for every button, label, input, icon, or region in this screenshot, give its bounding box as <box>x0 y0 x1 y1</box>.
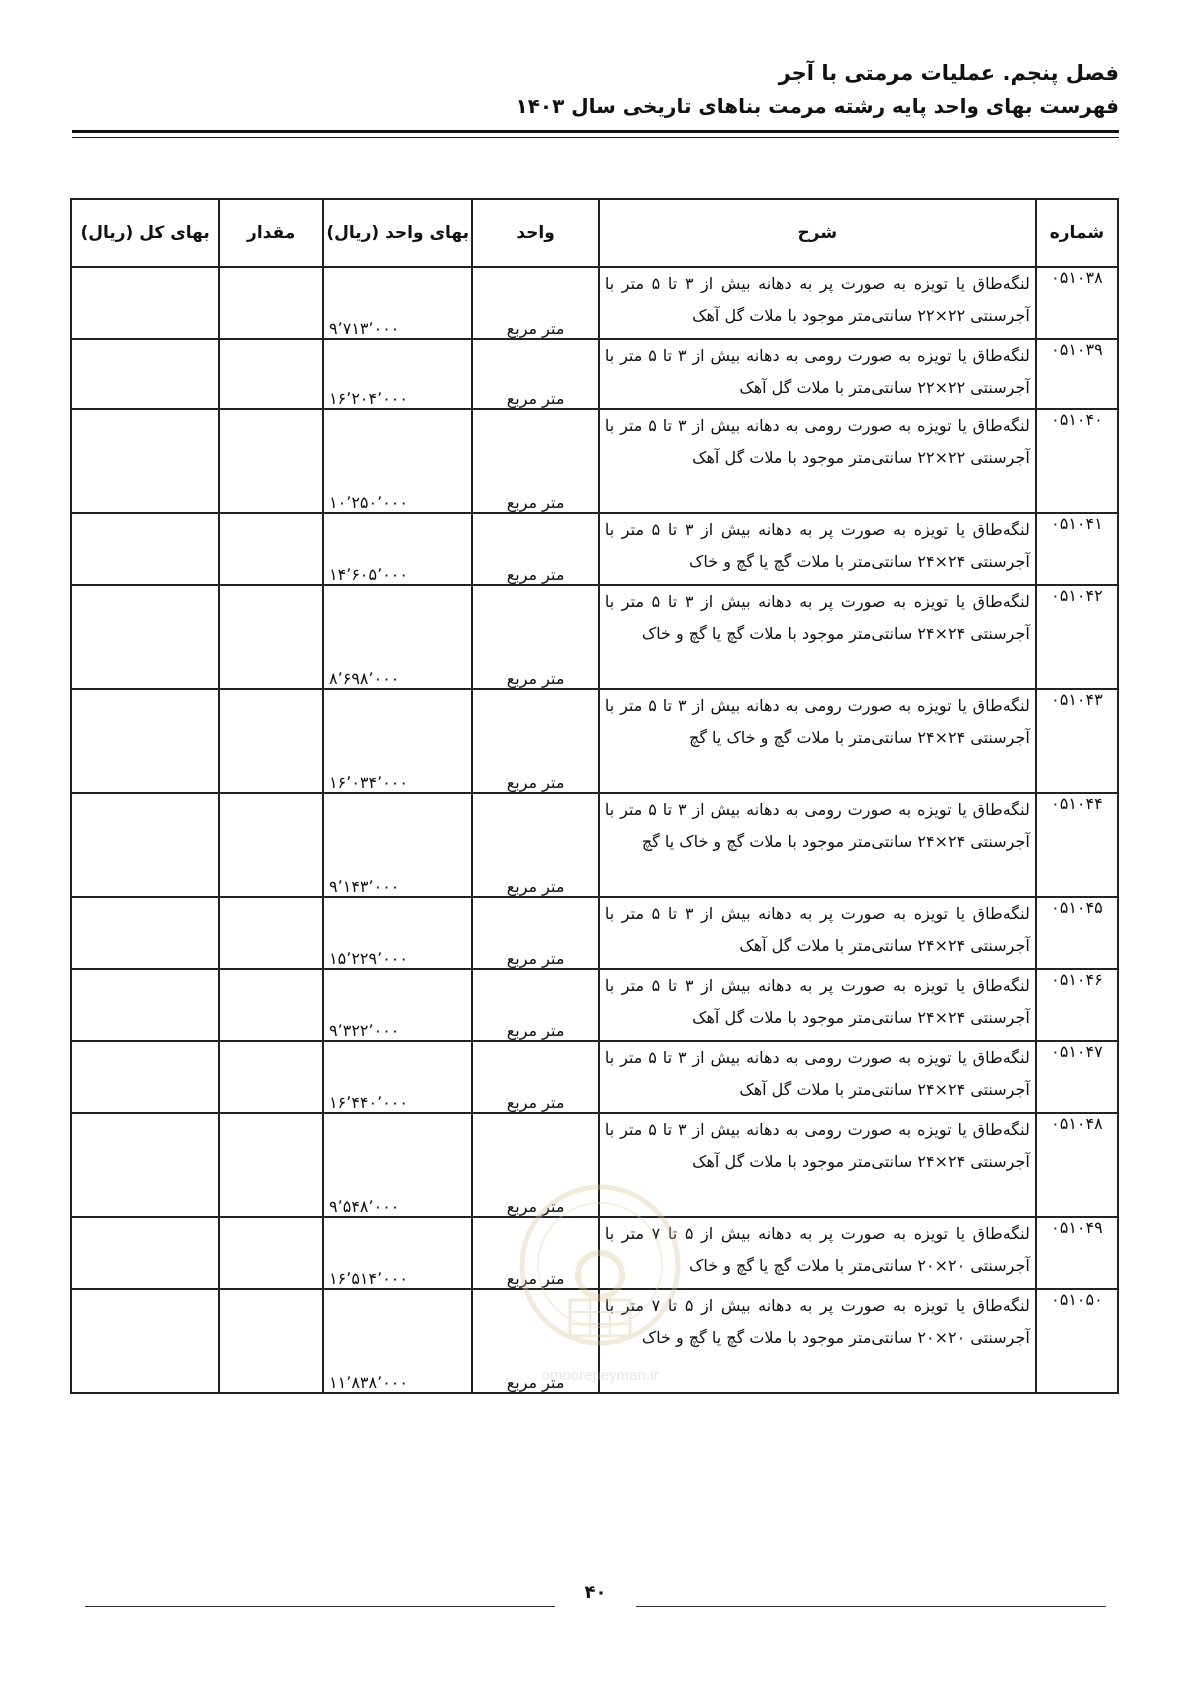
table-row <box>71 1289 1118 1393</box>
table-row <box>71 897 1118 969</box>
item-total <box>71 1289 219 1393</box>
watermark-text: omoorepeyman.ir <box>541 1367 659 1384</box>
item-unit-price: ۱۶٬۴۴۰٬۰۰۰ <box>323 1041 472 1113</box>
item-unit-price: ۸٬۶۹۸٬۰۰۰ <box>323 585 472 689</box>
item-quantity <box>219 267 323 339</box>
item-unit-price: ۱۵٬۲۲۹٬۰۰۰ <box>323 897 472 969</box>
table-row <box>71 585 1118 689</box>
item-description: لنگه‌طاق یا تویزه به صورت رومی به دهانه بیش از ۳ تا ۵ متر با آجرسنتی ۲۲×۲۲ سانتی‌متر با ملات گل آهک <box>599 339 1036 409</box>
table-header-row <box>71 199 1118 267</box>
table-row <box>71 689 1118 793</box>
item-quantity <box>219 1217 323 1289</box>
item-unit-price: ۱۰٬۲۵۰٬۰۰۰ <box>323 409 472 513</box>
item-code: ۰۵۱۰۴۹ <box>1036 1217 1118 1289</box>
item-code: ۰۵۱۰۴۴ <box>1036 793 1118 897</box>
table-row <box>71 1113 1118 1217</box>
item-unit-price: ۱۶٬۰۳۴٬۰۰۰ <box>323 689 472 793</box>
item-unit: متر مربع <box>472 409 599 513</box>
item-quantity <box>219 1113 323 1217</box>
item-total <box>71 1217 219 1289</box>
item-quantity <box>219 513 323 585</box>
item-description: لنگه‌طاق یا تویزه به صورت پر به دهانه بیش از ۳ تا ۵ متر با آجرسنتی ۲۴×۲۴ سانتی‌متر موجود با ملات گل آهک <box>599 969 1036 1041</box>
item-unit-price: ۱۶٬۵۱۴٬۰۰۰ <box>323 1217 472 1289</box>
table-row <box>71 1041 1118 1113</box>
item-unit-price: ۹٬۵۴۸٬۰۰۰ <box>323 1113 472 1217</box>
item-description: لنگه‌طاق یا تویزه به صورت رومی به دهانه بیش از ۳ تا ۵ متر با آجرسنتی ۲۲×۲۲ سانتی‌متر موجود با ملات گل آهک <box>599 409 1036 513</box>
item-quantity <box>219 897 323 969</box>
item-unit-price: ۱۶٬۲۰۴٬۰۰۰ <box>323 339 472 409</box>
item-code: ۰۵۱۰۴۱ <box>1036 513 1118 585</box>
item-total <box>71 267 219 339</box>
col-header-code: شماره <box>1036 199 1118 267</box>
item-quantity <box>219 793 323 897</box>
item-unit-price: ۱۴٬۶۰۵٬۰۰۰ <box>323 513 472 585</box>
price-table <box>70 198 1119 1394</box>
item-quantity <box>219 969 323 1041</box>
table-row <box>71 409 1118 513</box>
footer-rule-right <box>636 1606 1106 1607</box>
item-unit: متر مربع <box>472 793 599 897</box>
item-code: ۰۵۱۰۴۶ <box>1036 969 1118 1041</box>
item-unit: متر مربع <box>472 897 599 969</box>
item-total <box>71 969 219 1041</box>
item-total <box>71 689 219 793</box>
item-total <box>71 1113 219 1217</box>
item-code: ۰۵۱۰۴۸ <box>1036 1113 1118 1217</box>
col-header-unit: واحد <box>472 199 599 267</box>
item-unit: متر مربع <box>472 1041 599 1113</box>
table-row <box>71 513 1118 585</box>
item-description: لنگه‌طاق یا تویزه به صورت پر به دهانه بیش از ۳ تا ۵ متر با آجرسنتی ۲۴×۲۴ سانتی‌متر با ملات گچ یا گچ و خاک <box>599 513 1036 585</box>
item-total <box>71 585 219 689</box>
header-rule-thick <box>72 130 1119 133</box>
document-subtitle: فهرست بهای واحد پایه رشته مرمت بناهای تاریخی سال ۱۴۰۳ <box>515 94 1119 118</box>
item-unit-price: ۹٬۱۴۳٬۰۰۰ <box>323 793 472 897</box>
item-unit: متر مربع <box>472 267 599 339</box>
item-code: ۰۵۱۰۴۵ <box>1036 897 1118 969</box>
item-quantity <box>219 1289 323 1393</box>
item-description: لنگه‌طاق یا تویزه به صورت رومی به دهانه بیش از ۳ تا ۵ متر با آجرسنتی ۲۴×۲۴ سانتی‌متر موجود با ملات گچ و خاک یا گچ <box>599 793 1036 897</box>
item-code: ۰۵۱۰۵۰ <box>1036 1289 1118 1393</box>
footer-rule-left <box>85 1606 555 1607</box>
item-unit-price: ۹٬۷۱۳٬۰۰۰ <box>323 267 472 339</box>
item-unit: متر مربع <box>472 1289 599 1393</box>
item-description: لنگه‌طاق یا تویزه به صورت رومی به دهانه بیش از ۳ تا ۵ متر با آجرسنتی ۲۴×۲۴ سانتی‌متر با ملات گل آهک <box>599 1041 1036 1113</box>
item-description: لنگه‌طاق یا تویزه به صورت رومی به دهانه بیش از ۳ تا ۵ متر با آجرسنتی ۲۴×۲۴ سانتی‌متر با ملات گچ و خاک یا گچ <box>599 689 1036 793</box>
page-header <box>72 56 1119 122</box>
item-description: لنگه‌طاق یا تویزه به صورت پر به دهانه بیش از ۳ تا ۵ متر با آجرسنتی ۲۲×۲۲ سانتی‌متر موجود با ملات گل آهک <box>599 267 1036 339</box>
item-total <box>71 513 219 585</box>
item-unit: متر مربع <box>472 339 599 409</box>
item-unit: متر مربع <box>472 585 599 689</box>
item-code: ۰۵۱۰۴۰ <box>1036 409 1118 513</box>
item-description: لنگه‌طاق یا تویزه به صورت رومی به دهانه بیش از ۳ تا ۵ متر با آجرسنتی ۲۴×۲۴ سانتی‌متر موجود با ملات گل آهک <box>599 1113 1036 1217</box>
item-description: لنگه‌طاق یا تویزه به صورت پر به دهانه بیش از ۳ تا ۵ متر با آجرسنتی ۲۴×۲۴ سانتی‌متر موجود با ملات گچ یا گچ و خاک <box>599 585 1036 689</box>
item-code: ۰۵۱۰۳۸ <box>1036 267 1118 339</box>
item-unit: متر مربع <box>472 689 599 793</box>
table-row <box>71 267 1118 339</box>
table-row <box>71 1217 1118 1289</box>
item-unit: متر مربع <box>472 1217 599 1289</box>
table-row <box>71 793 1118 897</box>
item-total <box>71 1041 219 1113</box>
item-code: ۰۵۱۰۴۷ <box>1036 1041 1118 1113</box>
item-code: ۰۵۱۰۳۹ <box>1036 339 1118 409</box>
item-total <box>71 339 219 409</box>
item-quantity <box>219 689 323 793</box>
item-description: لنگه‌طاق یا تویزه به صورت پر به دهانه بیش از ۵ تا ۷ متر با آجرسنتی ۲۰×۲۰ سانتی‌متر موجود با ملات گچ یا گچ و خاک <box>599 1289 1036 1393</box>
item-unit-price: ۱۱٬۸۳۸٬۰۰۰ <box>323 1289 472 1393</box>
col-header-description: شرح <box>599 199 1036 267</box>
item-unit: متر مربع <box>472 1113 599 1217</box>
item-description: لنگه‌طاق یا تویزه به صورت پر به دهانه بیش از ۳ تا ۵ متر با آجرسنتی ۲۴×۲۴ سانتی‌متر با ملات گل آهک <box>599 897 1036 969</box>
page-number: ۴۰ <box>584 1582 607 1603</box>
item-total <box>71 409 219 513</box>
item-quantity <box>219 585 323 689</box>
item-total <box>71 897 219 969</box>
item-code: ۰۵۱۰۴۲ <box>1036 585 1118 689</box>
chapter-title: فصل پنجم. عملیات مرمتی با آجر <box>778 61 1119 85</box>
item-unit: متر مربع <box>472 969 599 1041</box>
item-quantity <box>219 409 323 513</box>
item-total <box>71 793 219 897</box>
item-unit: متر مربع <box>472 513 599 585</box>
col-header-unit-price: بهای واحد (ریال) <box>323 199 472 267</box>
table-row <box>71 969 1118 1041</box>
item-quantity <box>219 1041 323 1113</box>
item-code: ۰۵۱۰۴۳ <box>1036 689 1118 793</box>
table-row <box>71 339 1118 409</box>
item-quantity <box>219 339 323 409</box>
item-description: لنگه‌طاق یا تویزه به صورت پر به دهانه بیش از ۵ تا ۷ متر با آجرسنتی ۲۰×۲۰ سانتی‌متر با ملات گچ یا گچ و خاک <box>599 1217 1036 1289</box>
col-header-quantity: مقدار <box>219 199 323 267</box>
col-header-total: بهای کل (ریال) <box>71 199 219 267</box>
item-unit-price: ۹٬۳۲۲٬۰۰۰ <box>323 969 472 1041</box>
header-rule-thin <box>72 137 1119 138</box>
